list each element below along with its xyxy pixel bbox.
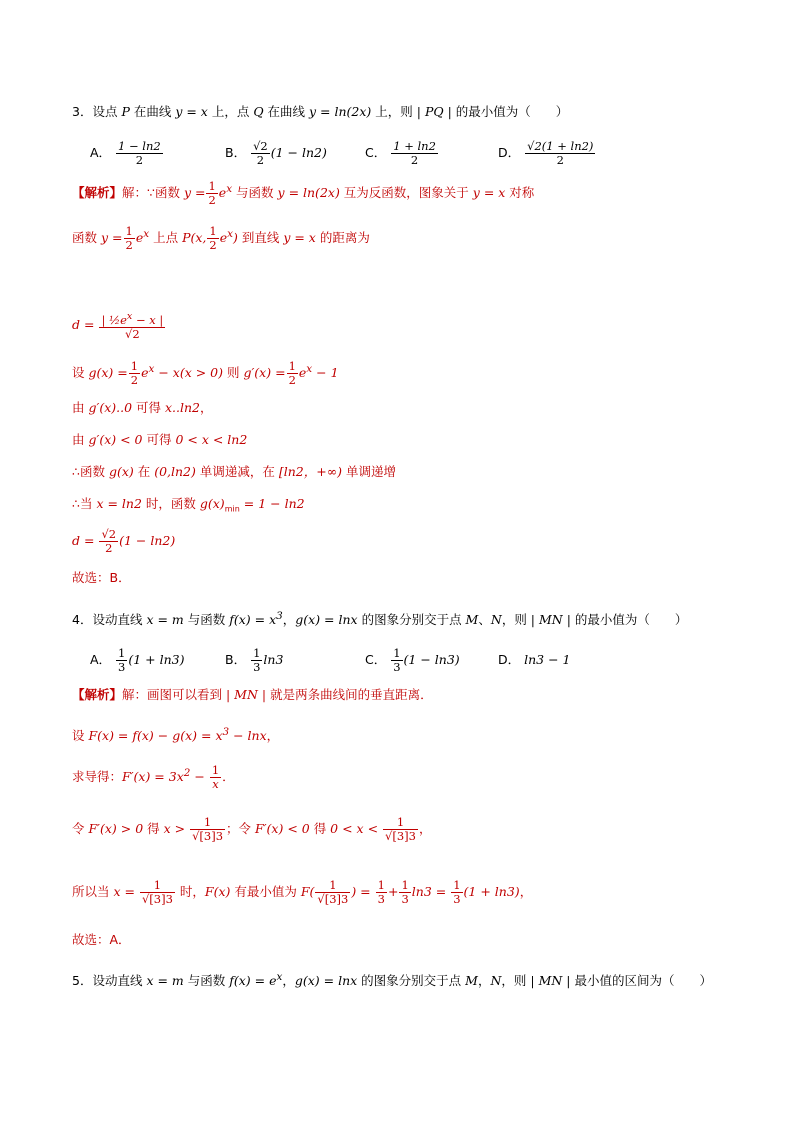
q3-step6: d = $\frac{√2}{2}$ (1 − ln2) [72, 527, 176, 555]
analysis-tag: 【解析】 [72, 185, 123, 201]
q3-distance-formula: d = $\frac{| \frac{1}{2}e^x - x |}{√2}$ [72, 311, 164, 341]
analysis-tag: 【解析】 [72, 687, 123, 702]
q4-step4: 所以当 x = $\frac{1}{√[3]3}$ 时，F(x) 有最小值为 F( $\frac{1}{√[3]3}$ ) = $\frac{1}{3}$ + $\frac{1}{3}$ ln3 = $\frac{1}{3}$ (1 + ln3)， [72, 878, 533, 906]
q4-answer: 故选：A． [72, 932, 131, 947]
q3-stem: 3．设点 P 在曲线 y = x 上，点 Q 在曲线 y = ln(2x) 上，则 | PQ | 的最小值为（ ） [72, 104, 569, 119]
q3-option-a[interactable]: A． $\frac{1 - \ln 2}{2}$ [90, 139, 161, 167]
q4-option-c[interactable]: C． $\frac{1}{3}$ (1 − ln3) [365, 646, 460, 674]
q3-option-c[interactable]: C． $\frac{1 + \ln 2}{2}$ [365, 139, 436, 167]
q3-step5: ∴当 x = ln2 时，函数 $g(x)_{min} = 1 - \ln 2$ [72, 496, 305, 514]
q5-stem: 5．设动直线 x = m 与函数 $f(x) = e^x$，g(x) = lnx 的图象分别交于点 M，N，则 | MN | 最小值的区间为（ ） [72, 971, 712, 989]
q3-step1: 设 g(x) = $\frac{1}{2}$ $e^x - x(x > 0)$ 则 g′(x) = $\frac{1}{2}$ $e^x - 1$ [72, 359, 339, 388]
q3-option-b[interactable]: B． $\frac{√2}{2}$ (1 − ln2) [225, 139, 327, 167]
q4-analysis-line1: 【解析】解：画图可以看到 | MN | 就是两条曲线间的垂直距离． [72, 687, 433, 702]
q4-step2: 求导得：$F'(x) = 3x^2$ − $\frac{1}{x}$ ． [72, 763, 235, 792]
q4-step3: 令 F′(x) > 0 得 x > $\frac{1}{√[3]3}$ ；令 F′(x) < 0 得 0 < x < $\frac{1}{√[3]3}$ ， [72, 815, 432, 843]
q4-option-d[interactable]: D． ln3 − 1 [498, 652, 571, 667]
q3-step3: 由 g′(x) < 0 可得 0 < x < ln2 [72, 432, 248, 447]
q3-step4: ∴函数 g(x) 在 (0,ln2) 单调递减，在 [ln2，+∞) 单调递增 [72, 464, 396, 479]
q4-option-a[interactable]: A． $\frac{1}{3}$ (1 + ln3) [90, 646, 185, 674]
q3-analysis-line2: 函数 y = $\frac{1}{2}$ $e^x$ 上点 P(x, $\frac{1}{2}$ $e^x$) 到直线 y = x 的距离为 [72, 224, 370, 253]
q3-analysis-line1: 【解析】解：∵函数 y = $\frac{1}{2}$ $e^x$ 与函数 y = ln(2x) 互为反函数，图象关于 y = x 对称 [72, 179, 535, 208]
q4-option-b[interactable]: B． $\frac{1}{3}$ ln3 [225, 646, 284, 674]
q4-step1: 设 $F(x) = f(x) - g(x) = x^3 - \ln x$， [72, 726, 280, 744]
q4-stem: 4．设动直线 x = m 与函数 $f(x) = x^3$，g(x) = lnx 的图象分别交于点 M、N，则 | MN | 的最小值为（ ） [72, 610, 688, 628]
q3-step2: 由 g′(x)..0 可得 x..ln2， [72, 400, 213, 415]
q3-option-d[interactable]: D． $\frac{√2(1 + \ln 2)}{2}$ [498, 139, 594, 167]
q3-answer: 故选：B． [72, 570, 131, 585]
